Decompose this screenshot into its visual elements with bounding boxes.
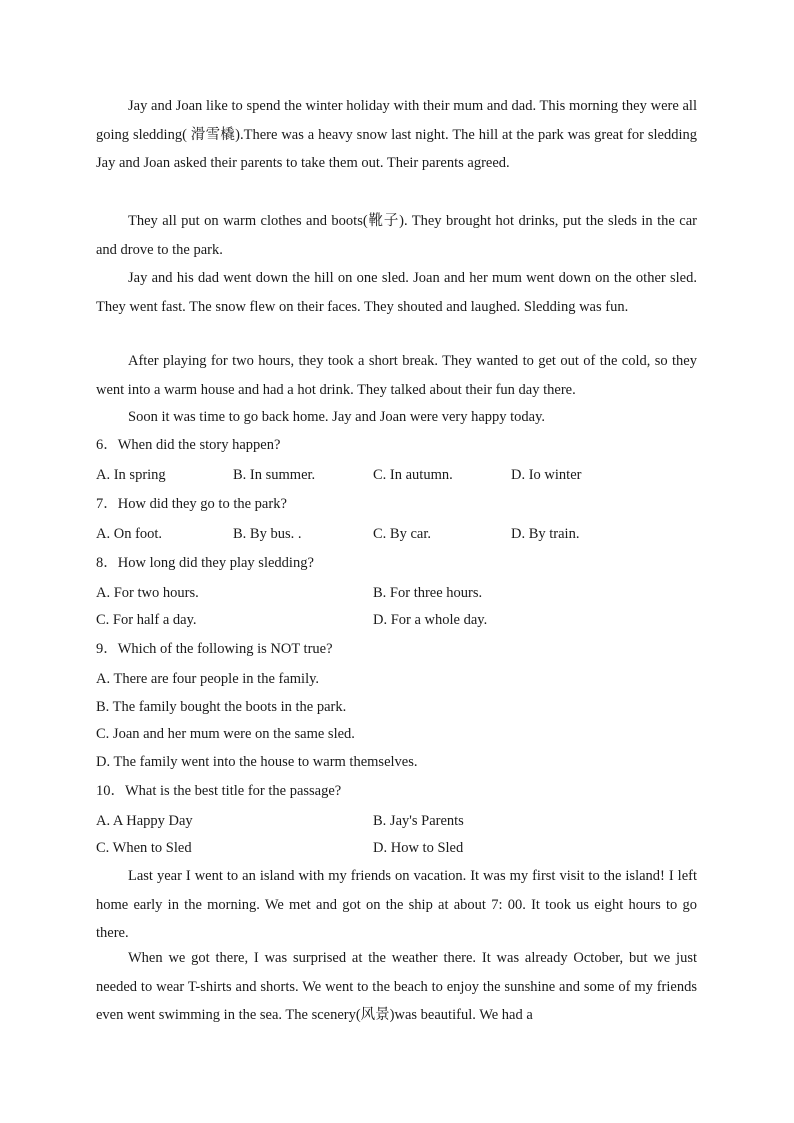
question-9-option-d: D. The family went into the house to warm themselves. — [96, 754, 418, 770]
question-6-option-c: C. In autumn. — [373, 467, 453, 483]
passage2-paragraph-1: Last year I went to an island with my friends on vacation. It was my first visit to the island! I left home early in the morning. We met and got on the ship at about 7: 00. It took us eight hours to go there. — [96, 868, 697, 941]
question-7-option-d: D. By train. — [511, 526, 580, 542]
question-9-option-a: A. There are four people in the family. — [96, 671, 320, 687]
question-10-option-c: C. When to Sled — [96, 840, 192, 856]
question-9-option-b: B. The family bought the boots in the park. — [96, 699, 347, 715]
question-10-option-a: A. A Happy Day — [96, 813, 193, 829]
question-6-stem: 6．When did the story happen? — [96, 437, 281, 453]
passage1-paragraph-2: They all put on warm clothes and boots(靴子). They brought hot drinks, put the sleds in the car and drove to the park. — [96, 213, 697, 258]
question-9-stem: 9．Which of the following is NOT true? — [96, 641, 333, 657]
passage1-paragraph-4: After playing for two hours, they took a short break. They wanted to get out of the cold, so they went into a warm house and had a hot drink. They talked about their fun day there. — [96, 353, 697, 398]
question-8-option-a: A. For two hours. — [96, 585, 199, 601]
question-6-option-a: A. In spring — [96, 467, 166, 483]
passage1-paragraph-1: Jay and Joan like to spend the winter holiday with their mum and dad. This morning they were all going sledding( 滑雪橇).There was a heavy snow last night. The hill at the park was great for sledding Jay and Joan asked their parents to take them out. Their parents agreed. — [96, 98, 697, 171]
question-9-option-c: C. Joan and her mum were on the same sled. — [96, 726, 355, 742]
question-10-stem: 10．What is the best title for the passage? — [96, 783, 342, 799]
question-10-option-b: B. Jay's Parents — [373, 813, 464, 829]
question-10-option-d: D. How to Sled — [373, 840, 464, 856]
question-8-option-b: B. For three hours. — [373, 585, 483, 601]
passage1-paragraph-5: Soon it was time to go back home. Jay and Joan were very happy today. — [128, 409, 546, 425]
question-6-option-d: D. Io winter — [511, 467, 582, 483]
passage1-paragraph-3: Jay and his dad went down the hill on one sled. Joan and her mum went down on the other sled. They went fast. The snow flew on their faces. They shouted and laughed. Sledding was fun. — [96, 270, 697, 315]
question-7-option-b: B. By bus. . — [233, 526, 302, 542]
question-7-option-a: A. On foot. — [96, 526, 163, 542]
passage2-paragraph-2: When we got there, I was surprised at the weather there. It was already October, but we just needed to wear T-shirts and shorts. We went to the beach to enjoy the sunshine and some of my friends even went swimming in the sea. The scenery(风景)was beautiful. We had a — [96, 950, 697, 1023]
question-6-option-b: B. In summer. — [233, 467, 316, 483]
question-7-option-c: C. By car. — [373, 526, 431, 542]
question-8-stem: 8．How long did they play sledding? — [96, 555, 314, 571]
question-8-option-d: D. For a whole day. — [373, 612, 488, 628]
question-7-stem: 7．How did they go to the park? — [96, 496, 287, 512]
question-8-option-c: C. For half a day. — [96, 612, 197, 628]
